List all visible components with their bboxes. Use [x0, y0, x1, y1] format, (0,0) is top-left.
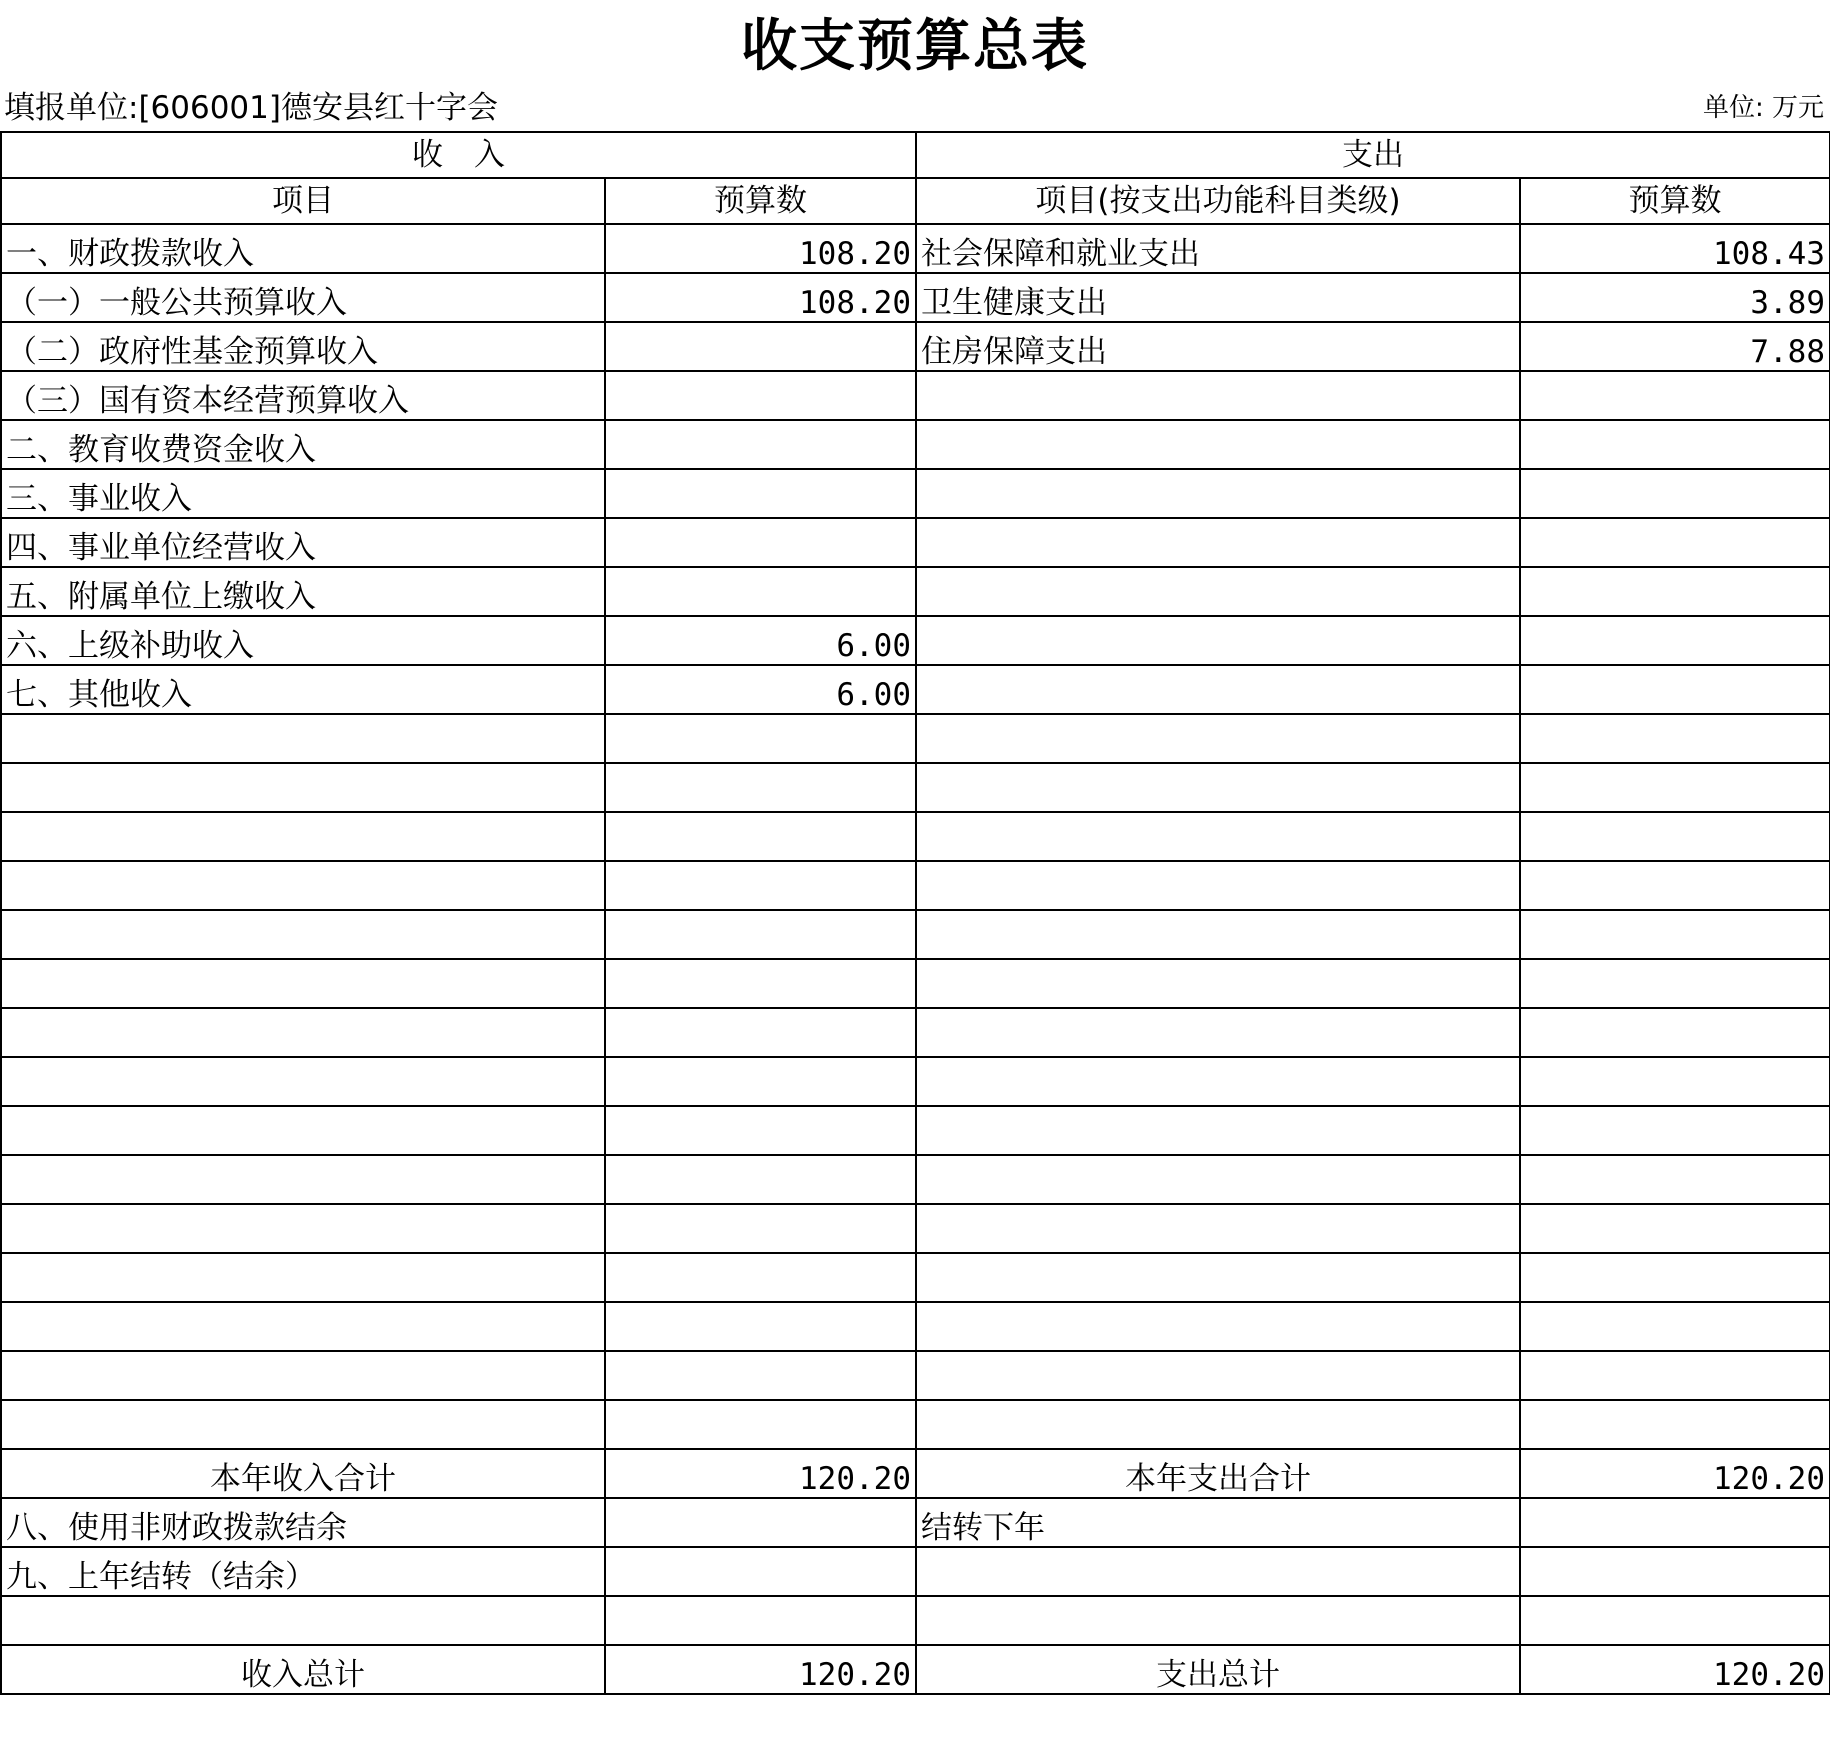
- income-section-header: 收 入: [1, 132, 916, 178]
- expense-budget-cell: [1520, 1547, 1830, 1596]
- expense-item-cell: [916, 616, 1520, 665]
- table-row: [1, 567, 1830, 616]
- table-row: [1, 1057, 1830, 1106]
- income-item-cell: [1, 763, 605, 812]
- expense-budget-cell: [1520, 1302, 1830, 1351]
- expense-budget-cell: [1520, 371, 1830, 420]
- expense-budget-cell: [1520, 1351, 1830, 1400]
- expense-item-cell: 卫生健康支出: [916, 273, 1520, 322]
- expense-budget-cell: [1520, 1498, 1830, 1547]
- expense-item-cell: [916, 518, 1520, 567]
- expense-item-cell: [916, 1547, 1520, 1596]
- expense-budget-cell: [1520, 1253, 1830, 1302]
- income-budget-cell: [605, 322, 916, 371]
- income-item-cell: （三）国有资本经营预算收入: [1, 371, 605, 420]
- table-row: [1, 616, 1830, 665]
- expense-item-cell: [916, 1204, 1520, 1253]
- income-item-cell: [1, 812, 605, 861]
- income-item-cell: [1, 959, 605, 1008]
- expense-budget-cell: [1520, 469, 1830, 518]
- income-budget-cell: [605, 812, 916, 861]
- income-budget-cell: 108.20: [605, 273, 916, 322]
- table-row: [1, 420, 1830, 469]
- expense-budget-cell: [1520, 1057, 1830, 1106]
- expense-item-cell: [916, 1008, 1520, 1057]
- income-item-cell: [1, 1253, 605, 1302]
- table-row: [1, 1449, 1830, 1498]
- income-budget-cell: [605, 910, 916, 959]
- expense-budget-cell: [1520, 518, 1830, 567]
- expense-budget-cell: [1520, 959, 1830, 1008]
- income-budget-cell: [605, 1106, 916, 1155]
- expense-item-cell: 支出总计: [916, 1645, 1520, 1694]
- expense-item-cell: [916, 861, 1520, 910]
- income-item-cell: 四、事业单位经营收入: [1, 518, 605, 567]
- expense-item-cell: [916, 1253, 1520, 1302]
- expense-item-cell: 住房保障支出: [916, 322, 1520, 371]
- expense-budget-cell: [1520, 1204, 1830, 1253]
- income-budget-cell: [605, 861, 916, 910]
- income-budget-cell: [605, 1057, 916, 1106]
- income-item-cell: [1, 1008, 605, 1057]
- table-row: [1, 518, 1830, 567]
- income-budget-cell: [605, 469, 916, 518]
- expense-item-cell: 本年支出合计: [916, 1449, 1520, 1498]
- income-item-cell: （一）一般公共预算收入: [1, 273, 605, 322]
- income-budget-cell: [605, 959, 916, 1008]
- income-item-cell: [1, 1155, 605, 1204]
- table-row: [1, 959, 1830, 1008]
- income-budget-cell: [605, 714, 916, 763]
- expense-budget-cell: 3.89: [1520, 273, 1830, 322]
- expense-item-cell: [916, 1351, 1520, 1400]
- table-row: [1, 273, 1830, 322]
- budget-table: [0, 131, 1830, 1695]
- table-row: [1, 861, 1830, 910]
- expense-budget-cell: [1520, 665, 1830, 714]
- income-item-cell: [1, 910, 605, 959]
- expense-item-cell: [916, 567, 1520, 616]
- income-budget-cell: 108.20: [605, 224, 916, 273]
- income-item-cell: 八、使用非财政拨款结余: [1, 1498, 605, 1547]
- income-budget-cell: [605, 763, 916, 812]
- income-budget-cell: 120.20: [605, 1645, 916, 1694]
- income-budget-cell: [605, 1302, 916, 1351]
- expense-budget-cell: 120.20: [1520, 1449, 1830, 1498]
- expense-budget-cell: [1520, 1400, 1830, 1449]
- income-item-cell: [1, 1400, 605, 1449]
- expense-item-cell: 结转下年: [916, 1498, 1520, 1547]
- income-budget-cell: [605, 1155, 916, 1204]
- expense-item-cell: 社会保障和就业支出: [916, 224, 1520, 273]
- table-row: [1, 1596, 1830, 1645]
- table-row: [1, 1204, 1830, 1253]
- income-item-cell: 本年收入合计: [1, 1449, 605, 1498]
- table-row: [1, 1645, 1830, 1694]
- page-title: 收支预算总表: [741, 13, 1089, 79]
- filler-unit-label: 填报单位:[606001]德安县红十字会: [4, 90, 498, 126]
- expense-item-cell: [916, 959, 1520, 1008]
- income-item-cell: 七、其他收入: [1, 665, 605, 714]
- currency-unit-label: 单位: 万元: [1702, 93, 1824, 123]
- expense-budget-cell: 7.88: [1520, 322, 1830, 371]
- expense-budget-cell: [1520, 1155, 1830, 1204]
- income-budget-cell: [605, 518, 916, 567]
- income-budget-cell: [605, 1596, 916, 1645]
- expense-budget-cell: [1520, 1596, 1830, 1645]
- expense-budget-cell: [1520, 861, 1830, 910]
- expense-item-cell: [916, 714, 1520, 763]
- income-item-cell: 一、财政拨款收入: [1, 224, 605, 273]
- expense-item-cell: [916, 1106, 1520, 1155]
- income-budget-cell: [605, 420, 916, 469]
- income-budget-cell: [605, 1253, 916, 1302]
- expense-budget-cell: [1520, 567, 1830, 616]
- income-item-cell: 收入总计: [1, 1645, 605, 1694]
- income-item-cell: [1, 714, 605, 763]
- income-budget-cell: 6.00: [605, 616, 916, 665]
- table-row: [1, 1351, 1830, 1400]
- income-item-cell: [1, 1351, 605, 1400]
- income-budget-cell: 120.20: [605, 1449, 916, 1498]
- table-row: [1, 714, 1830, 763]
- table-row: [1, 1400, 1830, 1449]
- table-row: [1, 1253, 1830, 1302]
- expense-item-cell: [916, 1596, 1520, 1645]
- income-budget-cell: [605, 1351, 916, 1400]
- header-row-columns: [1, 178, 1830, 224]
- income-item-cell: 六、上级补助收入: [1, 616, 605, 665]
- income-item-cell: 三、事业收入: [1, 469, 605, 518]
- income-budget-cell: [605, 1204, 916, 1253]
- expense-item-cell: [916, 763, 1520, 812]
- expense-budget-cell: [1520, 812, 1830, 861]
- table-row: [1, 910, 1830, 959]
- expense-budget-cell: 120.20: [1520, 1645, 1830, 1694]
- budget-table-body: [1, 132, 1830, 1694]
- expense-item-cell: [916, 1155, 1520, 1204]
- table-row: [1, 763, 1830, 812]
- expense-budget-cell: 108.43: [1520, 224, 1830, 273]
- expense-item-cell: [916, 371, 1520, 420]
- table-row: [1, 1498, 1830, 1547]
- income-budget-cell: [605, 1547, 916, 1596]
- expense-budget-cell: [1520, 1106, 1830, 1155]
- table-row: [1, 322, 1830, 371]
- income-item-cell: [1, 1302, 605, 1351]
- expense-item-cell: [916, 812, 1520, 861]
- table-row: [1, 1155, 1830, 1204]
- income-item-cell: [1, 1057, 605, 1106]
- expense-budget-cell: [1520, 616, 1830, 665]
- income-item-cell: （二）政府性基金预算收入: [1, 322, 605, 371]
- expense-item-cell: [916, 469, 1520, 518]
- income-budget-cell: [605, 371, 916, 420]
- header-row-sections: [1, 132, 1830, 178]
- income-item-cell: 九、上年结转（结余）: [1, 1547, 605, 1596]
- income-budget-cell: [605, 1400, 916, 1449]
- income-budget-cell: [605, 1008, 916, 1057]
- income-item-cell: 五、附属单位上缴收入: [1, 567, 605, 616]
- expense-budget-cell: [1520, 910, 1830, 959]
- table-row: [1, 1008, 1830, 1057]
- expense-budget-cell: [1520, 1008, 1830, 1057]
- income-item-header: 项目: [1, 178, 605, 224]
- expense-budget-cell: [1520, 763, 1830, 812]
- income-item-cell: [1, 1204, 605, 1253]
- expense-item-cell: [916, 1400, 1520, 1449]
- table-row: [1, 224, 1830, 273]
- expense-budget-header: 预算数: [1520, 178, 1830, 224]
- expense-budget-cell: [1520, 714, 1830, 763]
- expense-item-cell: [916, 1057, 1520, 1106]
- income-item-cell: [1, 1106, 605, 1155]
- income-item-cell: [1, 1596, 605, 1645]
- income-budget-cell: 6.00: [605, 665, 916, 714]
- expense-item-cell: [916, 910, 1520, 959]
- table-row: [1, 812, 1830, 861]
- table-row: [1, 1106, 1830, 1155]
- expense-item-cell: [916, 420, 1520, 469]
- expense-section-header: 支出: [916, 132, 1830, 178]
- expense-item-cell: [916, 665, 1520, 714]
- table-row: [1, 1302, 1830, 1351]
- table-row: [1, 1547, 1830, 1596]
- income-item-cell: [1, 861, 605, 910]
- income-budget-cell: [605, 1498, 916, 1547]
- income-budget-cell: [605, 567, 916, 616]
- expense-item-header: 项目(按支出功能科目类级): [916, 178, 1520, 224]
- table-row: [1, 371, 1830, 420]
- income-budget-header: 预算数: [605, 178, 916, 224]
- table-row: [1, 665, 1830, 714]
- income-item-cell: 二、教育收费资金收入: [1, 420, 605, 469]
- expense-budget-cell: [1520, 420, 1830, 469]
- expense-item-cell: [916, 1302, 1520, 1351]
- table-row: [1, 469, 1830, 518]
